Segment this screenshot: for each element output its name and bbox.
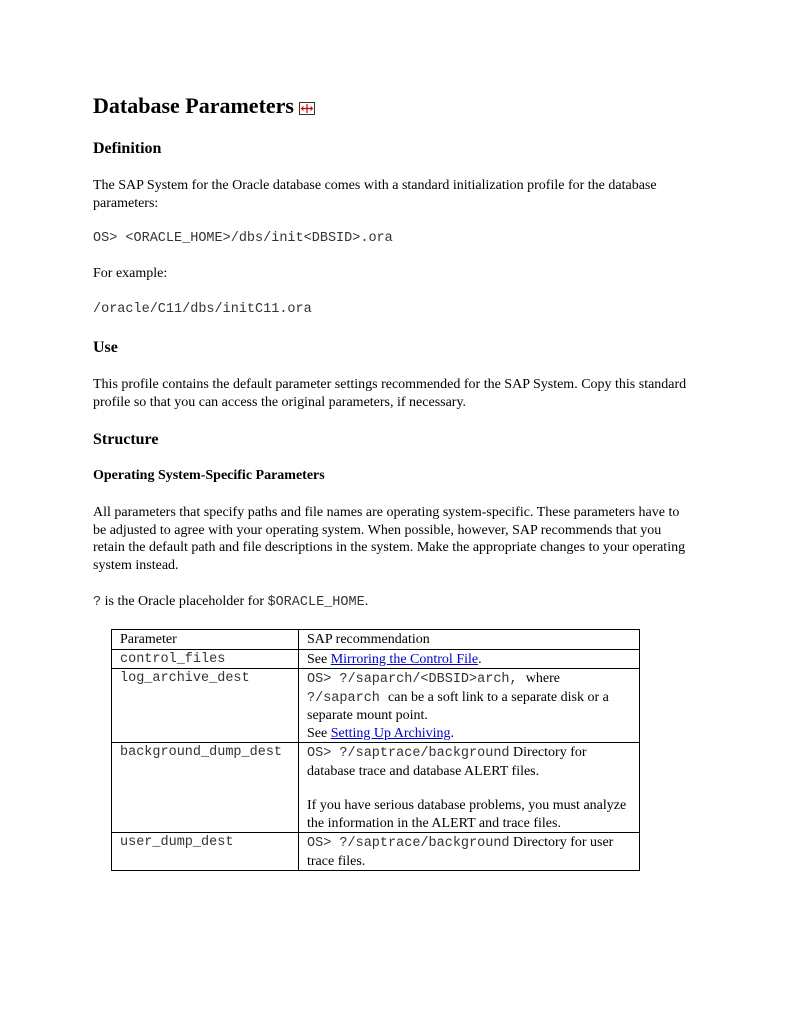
directory-text: Directory for user trace files. [307,835,614,869]
example-path: /oracle/C11/dbs/initC11.ora [93,302,312,317]
header-parameter: Parameter [112,630,299,650]
code-fragment: OS> ?/saparch/<DBSID>arch, [307,672,526,687]
rec-control-files [299,649,640,669]
soft-link-text: can be a soft link to a separate disk or a separate mount point. [307,689,609,723]
example-label: For example: [93,266,168,281]
placeholder-var: $ORACLE_HOME [267,595,365,610]
rec-background-dump-dest [299,743,640,833]
placeholder-symbol: ? [93,595,102,610]
rec-log-archive-dest [299,669,640,743]
sentence-end: . [450,725,454,741]
parameters-table [111,629,640,871]
code-fragment: OS> ?/saptrace/background [307,746,510,761]
profile-path: OS> <ORACLE_HOME>/dbs/init<DBSID>.ora [93,231,393,246]
sentence-end: . [478,651,482,667]
table-row [112,833,640,871]
table-row [112,669,640,743]
mirroring-control-file-link[interactable]: Mirroring the Control File [330,651,479,667]
use-heading: Use [93,339,118,356]
see-text: See [307,651,331,667]
header-sap-recommendation: SAP recommendation [299,630,640,650]
rec-user-dump-dest [299,833,640,871]
structure-heading: Structure [93,431,159,448]
code-fragment: ?/saparch [307,690,389,706]
page-title [93,93,315,119]
see-text: See [307,725,331,741]
param-control-files: control_files [112,649,299,669]
table-row [112,649,640,669]
definition-heading: Definition [93,140,162,157]
use-text: This profile contains the default parameter settings recommended for the SAP System. Copy this standard profile so that you can access the original parameters, if necessary. [93,377,687,410]
param-user-dump-dest: user_dump_dest [112,833,299,871]
os-params-subheading: Operating System-Specific Parameters [93,468,325,483]
alert-note: If you have serious database problems, you must analyze the information in the ALERT and trace files. [307,798,627,831]
page-title-text: Database Parameters [93,93,294,118]
anchor-link-icon[interactable] [299,102,315,115]
where-text: where [525,671,560,686]
code-fragment: OS> ?/saptrace/background [307,836,510,851]
placeholder-note [93,593,693,612]
definition-intro: The SAP System for the Oracle database comes with a standard initialization profile for the database parameters: [93,178,657,211]
setting-up-archiving-link[interactable]: Setting Up Archiving [330,725,451,741]
param-log-archive-dest: log_archive_dest [112,669,299,743]
structure-text: All parameters that specify paths and file names are operating system-specific. These parameters have to be adjusted to agree with your operating system. When possible, however, SAP recommends that you retain the default path and file descriptions in the system. Make the appropriate changes to your operating system instead. [93,505,686,573]
directory-text: Directory for database trace and database ALERT files. [307,745,587,779]
param-background-dump-dest: background_dump_dest [112,743,299,833]
placeholder-end: . [364,594,369,609]
placeholder-text: is the Oracle placeholder for [101,594,268,609]
table-header-row [112,630,640,650]
table-row [112,743,640,833]
